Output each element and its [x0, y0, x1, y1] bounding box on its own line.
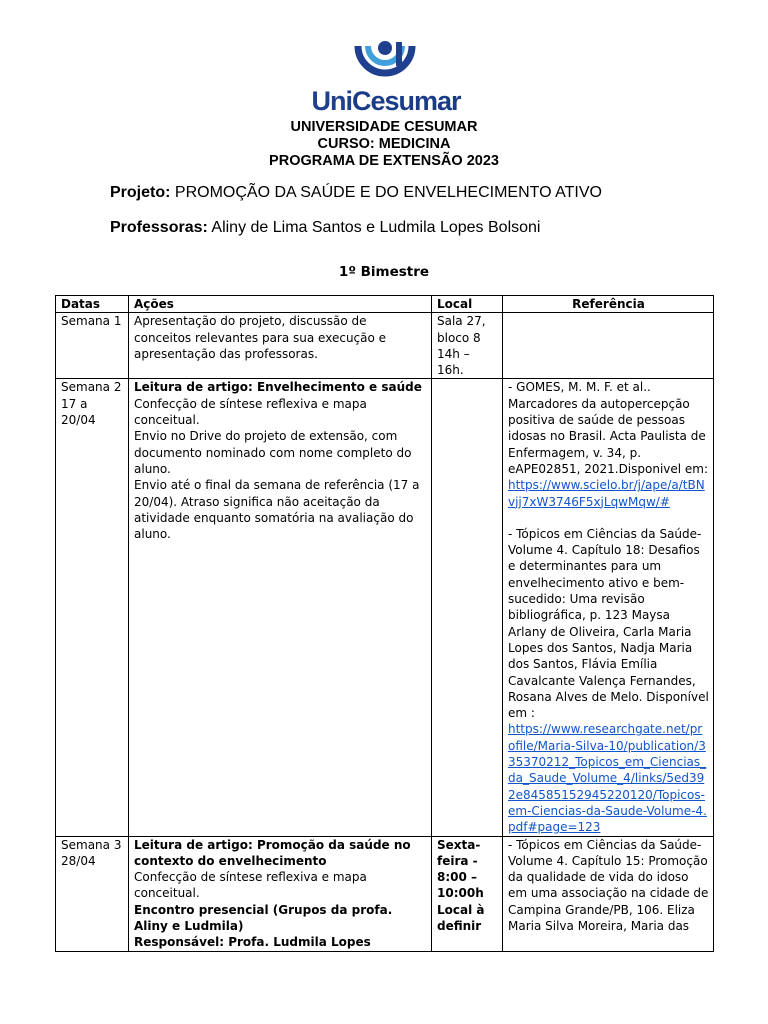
action-title: Leitura de artigo: Promoção da saúde no contexto do envelhecimento	[134, 837, 411, 868]
header-local: Local	[432, 296, 503, 313]
teachers-line	[110, 218, 540, 238]
cell-local: Sala 27, bloco 8 14h – 16h.	[432, 313, 503, 379]
reference-link[interactable]: https://www.researchgate.net/profile/Maria-Silva-10/publication/335370212_Topicos_em_Ciencias_da_Saude_Volume_4/links/5ed392e84585152945220120/Topicos-em-Ciencias-da-Saude-Volume-4.pdf#page=123	[508, 722, 707, 835]
cell-local: Sexta-feira - 8:00 – 10:00h Local à definir	[432, 836, 503, 951]
teachers-label: Professoras:	[110, 219, 208, 236]
cell-actions: Apresentação do projeto, discussão de conceitos relevantes para sua execução e apresentação das professoras.	[129, 313, 432, 379]
bimester-heading: 1º Bimestre	[338, 264, 430, 280]
cell-local	[432, 379, 503, 836]
program-name: PROGRAMA DE EXTENSÃO 2023	[269, 153, 499, 169]
teachers-names: Aliny de Lima Santos e Ludmila Lopes Bolsoni	[211, 219, 541, 236]
action-title: Leitura de artigo: Envelhecimento e saúde	[134, 380, 422, 395]
table-header-row	[56, 296, 714, 313]
cell-actions	[129, 379, 432, 836]
table-row	[56, 836, 714, 951]
reference-text: - Tópicos em Ciências da Saúde-Volume 4. Capítulo 18: Desafios e determinantes para um envelhecimento ativo e bem-sucedido: Uma revisão bibliográfica, p. 123 Maysa Arlany de Oliveira, Carla Maria Lopes dos Santos, Nadja Maria dos Santos, Flávia Emília Cavalcante Valença Fernandes, Rosana Alves de Melo. Disponível em :	[508, 526, 709, 721]
university-name: UNIVERSIDADE CESUMAR	[290, 119, 478, 135]
action-meeting: Encontro presencial (Grupos da profa. Aliny e Ludmila)	[134, 902, 393, 933]
cell-date: Semana 2 17 a 20/04	[56, 379, 129, 836]
cell-reference: - Tópicos em Ciências da Saúde-Volume 4. Capítulo 15: Promoção da qualidade de vida do idoso em uma associação na cidade de Campina Grande/PB, 106. Eliza Maria Silva Moreira, Maria das	[503, 836, 714, 951]
reference-link[interactable]: https://www.scielo.br/j/ape/a/tBNvjj7xW3746F5xjLqwMqw/#	[508, 478, 705, 509]
cell-date: Semana 3 28/04	[56, 836, 129, 951]
project-label: Projeto:	[110, 184, 171, 201]
logo-wordmark: UniCesumar	[311, 86, 461, 116]
action-text: Confecção de síntese reflexiva e mapa conceitual.	[134, 870, 367, 901]
schedule-table	[55, 295, 714, 952]
cell-actions	[129, 836, 432, 951]
action-text: Confecção de síntese reflexiva e mapa conceitual. Envio no Drive do projeto de extensão, com documento nominado com nome completo do aluno. Envio até o final da semana de referência (17 a 20/04). Atraso significa não aceitação da atividade enquanto somatória na avaliação do aluno.	[134, 396, 420, 542]
unicesumar-logo	[300, 40, 470, 120]
project-line	[110, 183, 602, 203]
logo-emblem-icon	[350, 40, 420, 90]
reference-text: - GOMES, M. M. F. et al.. Marcadores da autopercepção positiva de saúde de pessoas idosas no Brasil. Acta Paulista de Enfermagem, v. 34, p. eAPE02851, 2021.Disponivel em:	[508, 380, 709, 476]
table-row	[56, 313, 714, 379]
cell-reference	[503, 313, 714, 379]
cell-reference	[503, 379, 714, 836]
action-responsible: Responsável: Profa. Ludmila Lopes	[134, 935, 371, 950]
project-title: PROMOÇÃO DA SAÚDE E DO ENVELHECIMENTO ATIVO	[174, 184, 602, 201]
header-dates: Datas	[56, 296, 129, 313]
cell-date: Semana 1	[56, 313, 129, 379]
header-reference: Referência	[503, 296, 714, 313]
course-name: CURSO: MEDICINA	[317, 136, 451, 152]
table-row	[56, 379, 714, 836]
header-actions: Ações	[129, 296, 432, 313]
